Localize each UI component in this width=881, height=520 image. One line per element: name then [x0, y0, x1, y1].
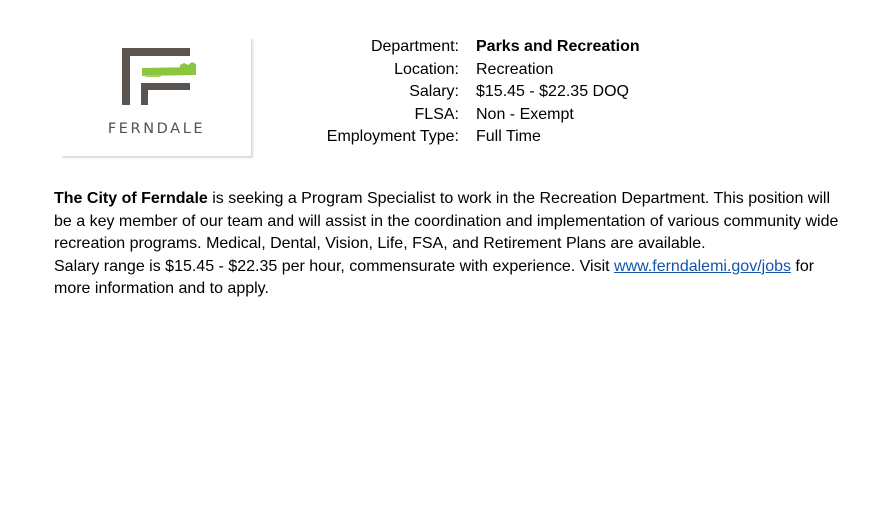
- info-row-location: [300, 59, 640, 82]
- description-paragraph-1: [54, 188, 844, 256]
- department-label: Department:: [370, 38, 459, 55]
- department-value: Parks and Recreation: [476, 38, 640, 55]
- employment-type-value: Full Time: [476, 128, 541, 145]
- ferndale-logo: [62, 39, 252, 157]
- location-label: Location:: [394, 60, 459, 78]
- salary-value: $15.45 - $22.35 DOQ: [476, 83, 629, 100]
- salary-label: Salary:: [409, 83, 459, 100]
- info-row-flsa: [300, 104, 640, 127]
- info-row-salary: [300, 81, 640, 104]
- location-value: Recreation: [476, 60, 554, 78]
- info-row-department: [300, 36, 640, 59]
- jobs-link[interactable]: www.ferndalemi.gov/jobs: [614, 257, 791, 275]
- job-description: [54, 188, 844, 301]
- description-paragraph-2: [54, 256, 844, 301]
- salary-range-text: Salary range is $15.45 - $22.35 per hour, commensurate with experience. Visit: [54, 257, 615, 275]
- logo-wordmark: FERNDALE: [107, 121, 206, 137]
- info-row-employment-type: [300, 126, 640, 149]
- ferndale-logo-mark-icon: [62, 39, 251, 119]
- employment-type-label: Employment Type:: [326, 128, 459, 145]
- apply-text: for more information and to apply.: [54, 257, 815, 297]
- flsa-label: FLSA:: [414, 105, 459, 123]
- flsa-value: Non - Exempt: [476, 105, 574, 123]
- description-text-1: is seeking a Program Specialist to work in the Recreation Department. This position will be a key member of our team and will assist in the coordination and implementation of various community wide recreation programs. Medical, Dental, Vision, Life, FSA, and Retirement Plans are available.: [54, 190, 839, 252]
- org-name: The City of Ferndale: [54, 190, 208, 207]
- job-info-table: [300, 36, 640, 149]
